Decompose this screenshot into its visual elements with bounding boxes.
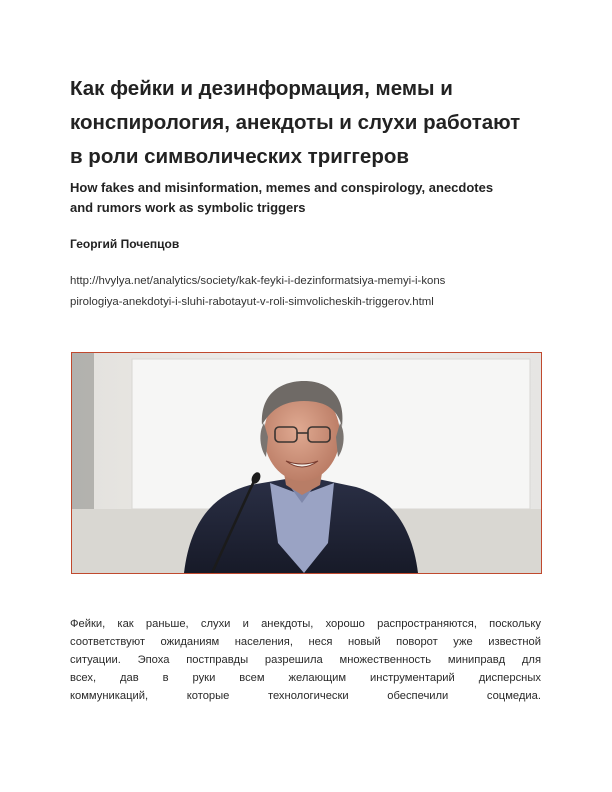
article-title xyxy=(70,72,550,174)
title-line: Как фейки и дезинформация, мемы и xyxy=(70,77,453,100)
source-url[interactable] xyxy=(70,271,550,313)
subtitle-line: How fakes and misinformation, memes and conspirology, anecdotes xyxy=(70,180,494,195)
body-line: Фейки, как раньше, слухи и анекдоты, хорошо распространяются, поскольку xyxy=(70,618,541,630)
article-body xyxy=(70,615,541,705)
url-line[interactable]: http://hvylya.net/analytics/society/kak-feyki-i-dezinformatsiya-memyi-i-kons xyxy=(70,275,446,287)
article-subtitle xyxy=(70,178,550,218)
title-line: конспирология, анекдоты и слухи работают xyxy=(70,111,521,134)
subtitle-line: and rumors work as symbolic triggers xyxy=(70,200,306,215)
author-photo xyxy=(71,352,542,574)
url-line[interactable]: pirologiya-anekdotyi-i-sluhi-rabotayut-v-roli-simvolicheskih-triggerov.html xyxy=(70,296,434,308)
body-line: всех, дав в руки всем желающим инструментарий дисперсных xyxy=(70,672,541,684)
title-line: в роли символических триггеров xyxy=(70,145,409,168)
body-line: ситуации. Эпоха постправды разрешила множественность миниправд для xyxy=(70,654,541,666)
body-line: коммуникаций, которые технологически обеспечили соцмедиа. xyxy=(70,690,541,702)
photo-illustration xyxy=(72,353,541,573)
author-name: Георгий Почепцов xyxy=(70,237,180,251)
body-line: соответствуют ожиданиям населения, неся новый поворот уже известной xyxy=(70,636,541,648)
